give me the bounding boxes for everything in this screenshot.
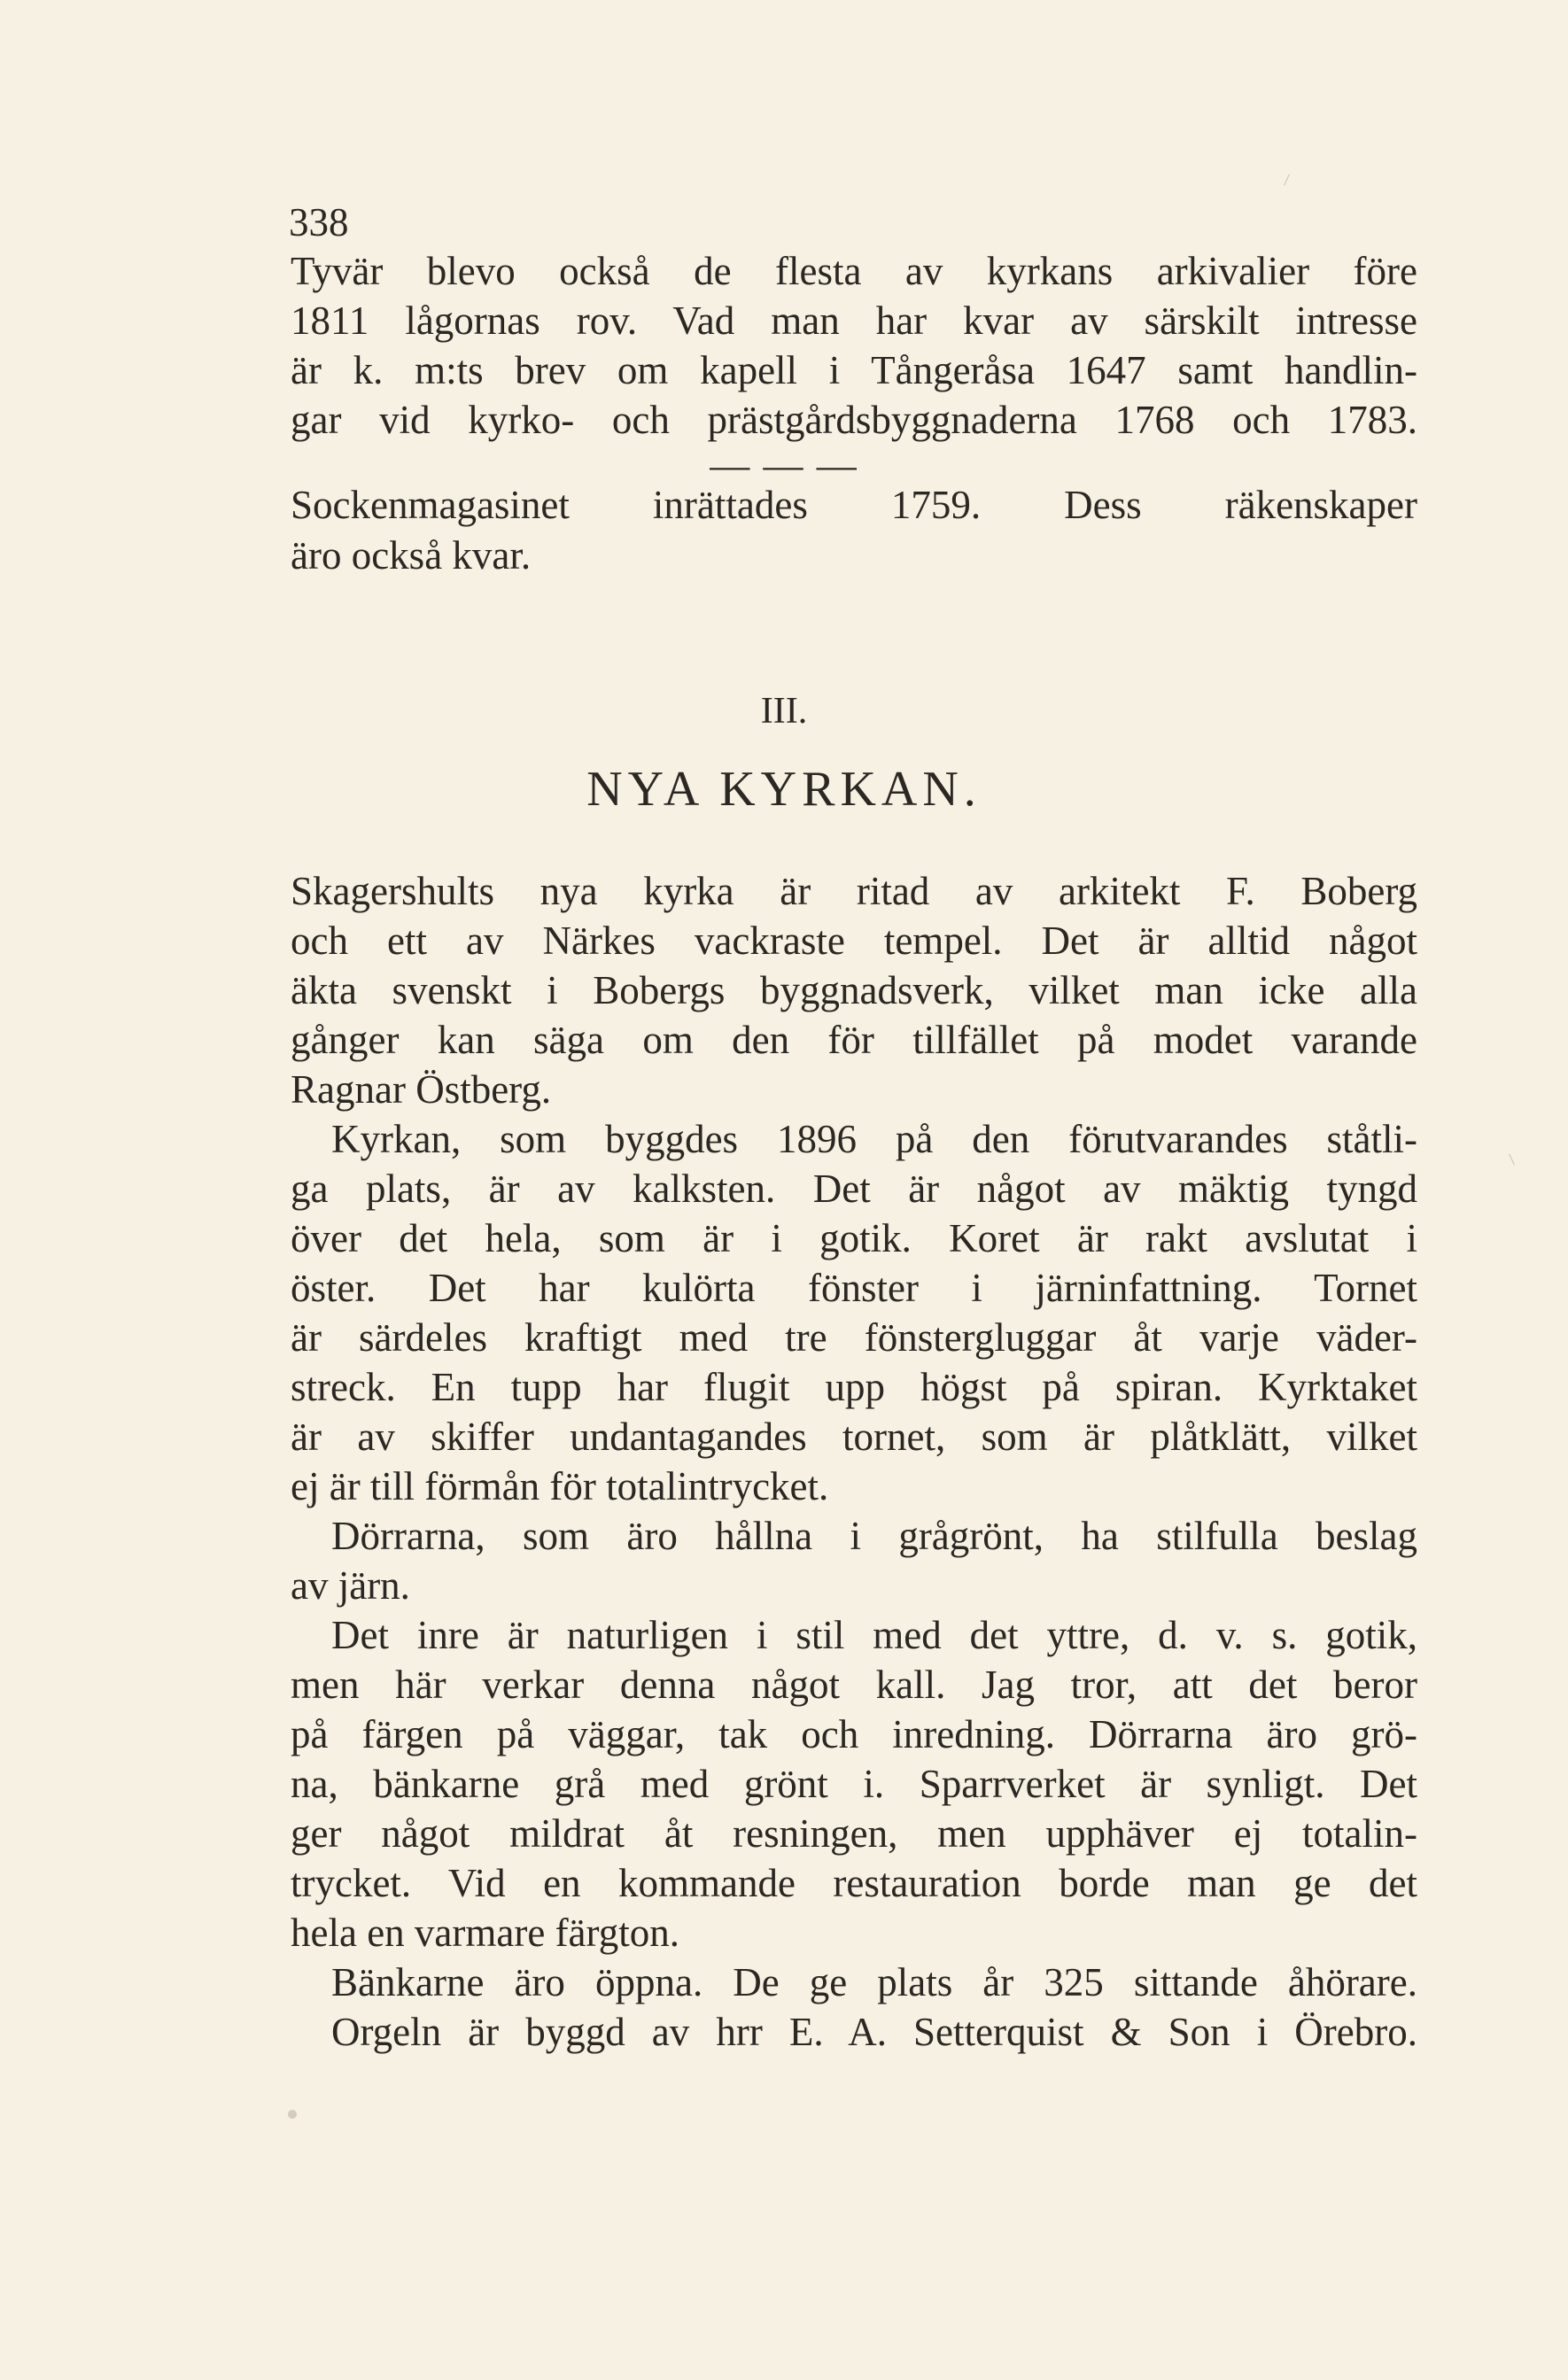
text-line: Dörrarna, som äro hållna i grågrönt, ha stilfulla beslag (331, 1514, 1417, 1558)
text-line: Skagershults nya kyrka är ritad av arkitekt F. Boberg (291, 869, 1417, 913)
text-line: på färgen på väggar, tak och inredning. Dörrarna äro grö- (291, 1712, 1417, 1756)
text-line: är särdeles kraftigt med tre fönstergluggar åt varje väder- (291, 1315, 1417, 1360)
text-line: hela en varmare färgton. (291, 1911, 679, 1955)
scan-mark (1284, 174, 1290, 185)
text-line: Bänkarne äro öppna. De ge plats år 325 sittande åhörare. (331, 1960, 1417, 2004)
text-line: na, bänkarne grå med grönt i. Sparrverket är synligt. Det (291, 1762, 1417, 1806)
text-line: äro också kvar. (291, 533, 532, 578)
scan-mark (1509, 1153, 1515, 1165)
text-line: Orgeln är byggd av hrr E. A. Setterquist & Son i Örebro. (331, 2010, 1417, 2054)
text-line: över det hela, som är i gotik. Koret är rakt avslutat i (291, 1216, 1417, 1260)
text-line: av järn. (291, 1563, 410, 1608)
text-line: Sockenmagasinet inrättades 1759. Dess räkenskaper (291, 483, 1417, 527)
section-title: NYA KYRKAN. (586, 762, 982, 817)
text-line: öster. Det har kulörta fönster i järninfattning. Tornet (291, 1266, 1417, 1310)
text-line: Det inre är naturligen i stil med det yttre, d. v. s. gotik, (331, 1613, 1417, 1657)
text-line: ger något mildrat åt resningen, men upphäver ej totalin- (291, 1811, 1417, 1856)
section-number: III. (760, 691, 808, 732)
text-line: och ett av Närkes vackraste tempel. Det är alltid något (291, 919, 1417, 963)
page-number: 338 (289, 200, 349, 244)
text-line: Ragnar Östberg. (291, 1067, 552, 1112)
paper-speck (288, 2110, 297, 2119)
text-line: Kyrkan, som byggdes 1896 på den förutvarandes ståtli- (331, 1117, 1417, 1161)
text-line: ga plats, är av kalksten. Det är något av mäktig tyngd (291, 1167, 1417, 1211)
text-line: äkta svenskt i Bobergs byggnadsverk, vilket man icke alla (291, 968, 1417, 1012)
text-line: streck. En tupp har flugit upp högst på spiran. Kyrktaket (291, 1365, 1417, 1409)
text-line: 1811 lågornas rov. Vad man har kvar av särskilt intresse (291, 298, 1417, 343)
text-line: gånger kan säga om den för tillfället på modet varande (291, 1018, 1417, 1062)
text-line: är av skiffer undantagandes tornet, som är plåtklätt, vilket (291, 1415, 1417, 1459)
text-line: är k. m:ts brev om kapell i Tångeråsa 1647 samt handlin- (291, 348, 1417, 392)
section-divider: — — — (710, 443, 858, 487)
text-line: trycket. Vid en kommande restauration borde man ge det (291, 1861, 1417, 1905)
text-line: men här verkar denna något kall. Jag tror, att det beror (291, 1663, 1417, 1707)
text-line: ej är till förmån för totalintrycket. (291, 1464, 829, 1508)
text-line: Tyvär blevo också de flesta av kyrkans arkivalier före (291, 249, 1417, 293)
text-line: gar vid kyrko- och prästgårdsbyggnaderna 1768 och 1783. (291, 398, 1417, 442)
